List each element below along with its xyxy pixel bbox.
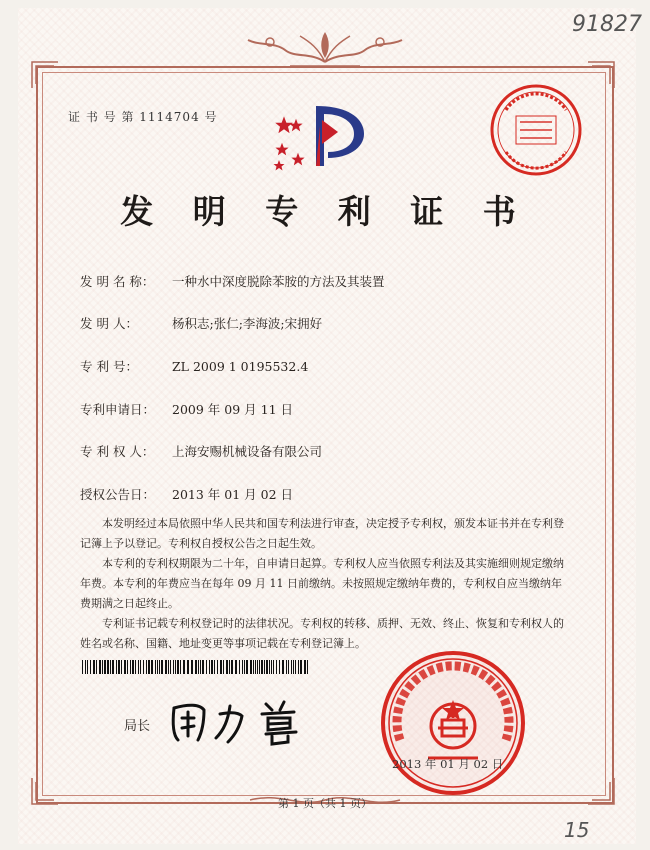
barcode-bar (104, 660, 106, 674)
barcode-bar (191, 660, 193, 674)
top-ornament (240, 22, 410, 70)
field-label: 专 利 权 人： (80, 444, 155, 459)
barcode-bar (195, 660, 197, 674)
barcode-bar (140, 660, 141, 674)
barcode-bar (307, 660, 308, 674)
barcode-bar (155, 660, 156, 674)
field-value: 2013 年 01 月 02 日 (172, 487, 293, 502)
barcode-bar (220, 660, 222, 674)
director-label: 局长 (124, 719, 151, 734)
barcode-bar (99, 660, 101, 674)
barcode-bar (304, 660, 306, 674)
patent-office-logo (272, 96, 382, 176)
barcode-bar (282, 660, 284, 674)
director-signature (168, 696, 318, 746)
barcode-bar (288, 660, 289, 674)
seal-date: 2013 年 01 月 02 日 (392, 757, 504, 771)
barcode-bar (180, 660, 181, 674)
barcode-bar (187, 660, 189, 674)
barcode-bar (235, 660, 237, 674)
barcode-bar (264, 660, 265, 674)
body-paragraph: 专利证书记载专利权登记时的法律状况。专利权的转移、质押、无效、终止、恢复和专利权人的姓名或名称、国籍、地址变更等事项记载在专利登记簿上。 (80, 617, 564, 650)
barcode-bar (239, 660, 240, 674)
handwritten-number-top: 91827 (572, 12, 642, 37)
field-patent-number (80, 357, 308, 375)
barcode-bar (229, 660, 230, 674)
body-paragraph: 本专利的专利权期限为二十年，自申请日起算。专利权人应当依照专利法及其实施细则规定缴纳年费。本专利的年费应当在每年 09 月 11 日前缴纳。未按照规定缴纳年费的，专利权自应当缴纳年费期满之日起终止。 (80, 557, 564, 610)
barcode-bar (214, 660, 215, 674)
barcode-bar (90, 660, 91, 674)
certificate-body (80, 514, 570, 654)
barcode-bar (242, 660, 243, 674)
barcode-bar (157, 660, 158, 674)
field-value: 2009 年 09 月 11 日 (172, 402, 293, 417)
barcode-bar (124, 660, 126, 674)
barcode-bar (273, 660, 274, 674)
barcode-bar (102, 660, 103, 674)
barcode-bar (271, 660, 272, 674)
barcode-bar (183, 660, 185, 674)
barcode-bar (257, 660, 258, 674)
barcode-bar (255, 660, 256, 674)
field-label: 专利申请日： (80, 402, 156, 417)
barcode-bar (261, 660, 263, 674)
barcode-bar (202, 660, 204, 674)
field-value: 杨积志;张仁;李海波;宋拥好 (172, 316, 323, 331)
certificate-number: 证 书 号 第 1114704 号 (68, 110, 218, 124)
barcode-bar (165, 660, 167, 674)
body-paragraph: 本发明经过本局依照中华人民共和国专利法进行审查，决定授予专利权，颁发本证书并在专利登记簿上予以登记。专利权自授权公告之日起生效。 (80, 517, 564, 550)
barcode-bar (291, 660, 292, 674)
corner-ornament-tl (30, 60, 60, 90)
barcode-bar (135, 660, 136, 674)
barcode-bar (148, 660, 150, 674)
field-label: 专 利 号： (80, 359, 138, 374)
barcode-bar (259, 660, 260, 674)
barcode-bar (127, 660, 128, 674)
barcode-bar (159, 660, 160, 674)
barcode-bar (209, 660, 210, 674)
barcode-bar (121, 660, 122, 674)
barcode-bar (177, 660, 179, 674)
document-title: 发 明 专 利 证 书 (120, 192, 530, 231)
barcode-bar (175, 660, 176, 674)
barcode-bar (295, 660, 296, 674)
barcode-bar (93, 660, 95, 674)
barcode-bar (200, 660, 201, 674)
field-value: 上海安赐机械设备有限公司 (172, 444, 323, 459)
field-invention-name (80, 272, 385, 290)
barcode-bar (211, 660, 213, 674)
barcode-bar (206, 660, 207, 674)
barcode-bar (138, 660, 139, 674)
barcode-bar (112, 660, 114, 674)
barcode-bar (298, 660, 299, 674)
barcode-bar (143, 660, 144, 674)
corner-ornament-tr (586, 60, 616, 90)
field-patentee (80, 442, 322, 460)
national-seal (378, 648, 528, 798)
barcode-bar (107, 660, 109, 674)
barcode-bar (223, 660, 224, 674)
field-inventors (80, 314, 322, 332)
barcode-bar (168, 660, 169, 674)
barcode-bar (170, 660, 171, 674)
barcode-bar (269, 660, 270, 674)
field-grant-date (80, 485, 293, 503)
field-label: 发 明 人： (80, 316, 138, 331)
barcode-bar (173, 660, 174, 674)
agency-seal (486, 80, 586, 180)
field-application-date (80, 400, 293, 418)
barcode-bar (246, 660, 248, 674)
barcode-bar (85, 660, 86, 674)
barcode-bar (293, 660, 294, 674)
barcode (82, 660, 312, 674)
barcode-bar (130, 660, 131, 674)
barcode-bar (217, 660, 218, 674)
barcode-bar (96, 660, 97, 674)
handwritten-number-bottom: 15 (564, 818, 590, 842)
field-value: ZL 2009 1 0195532.4 (172, 359, 309, 374)
barcode-bar (87, 660, 88, 674)
barcode-bar (286, 660, 287, 674)
barcode-bar (151, 660, 153, 674)
barcode-bar (82, 660, 83, 674)
barcode-bar (132, 660, 134, 674)
barcode-bar (250, 660, 252, 674)
barcode-bar (266, 660, 268, 674)
barcode-bar (116, 660, 117, 674)
field-value: 一种水中深度脱除苯胺的方法及其装置 (172, 274, 385, 289)
barcode-bar (276, 660, 277, 674)
field-label: 发 明 名 称： (80, 274, 155, 289)
barcode-bar (300, 660, 302, 674)
page-info: 第 1 页（共 1 页） (278, 797, 372, 810)
barcode-bar (279, 660, 280, 674)
barcode-bar (253, 660, 254, 674)
field-label: 授权公告日： (80, 487, 156, 502)
barcode-bar (161, 660, 163, 674)
barcode-bar (146, 660, 147, 674)
barcode-bar (118, 660, 120, 674)
barcode-bar (231, 660, 233, 674)
barcode-bar (244, 660, 245, 674)
barcode-bar (198, 660, 199, 674)
barcode-bar (226, 660, 228, 674)
barcode-bar (110, 660, 111, 674)
